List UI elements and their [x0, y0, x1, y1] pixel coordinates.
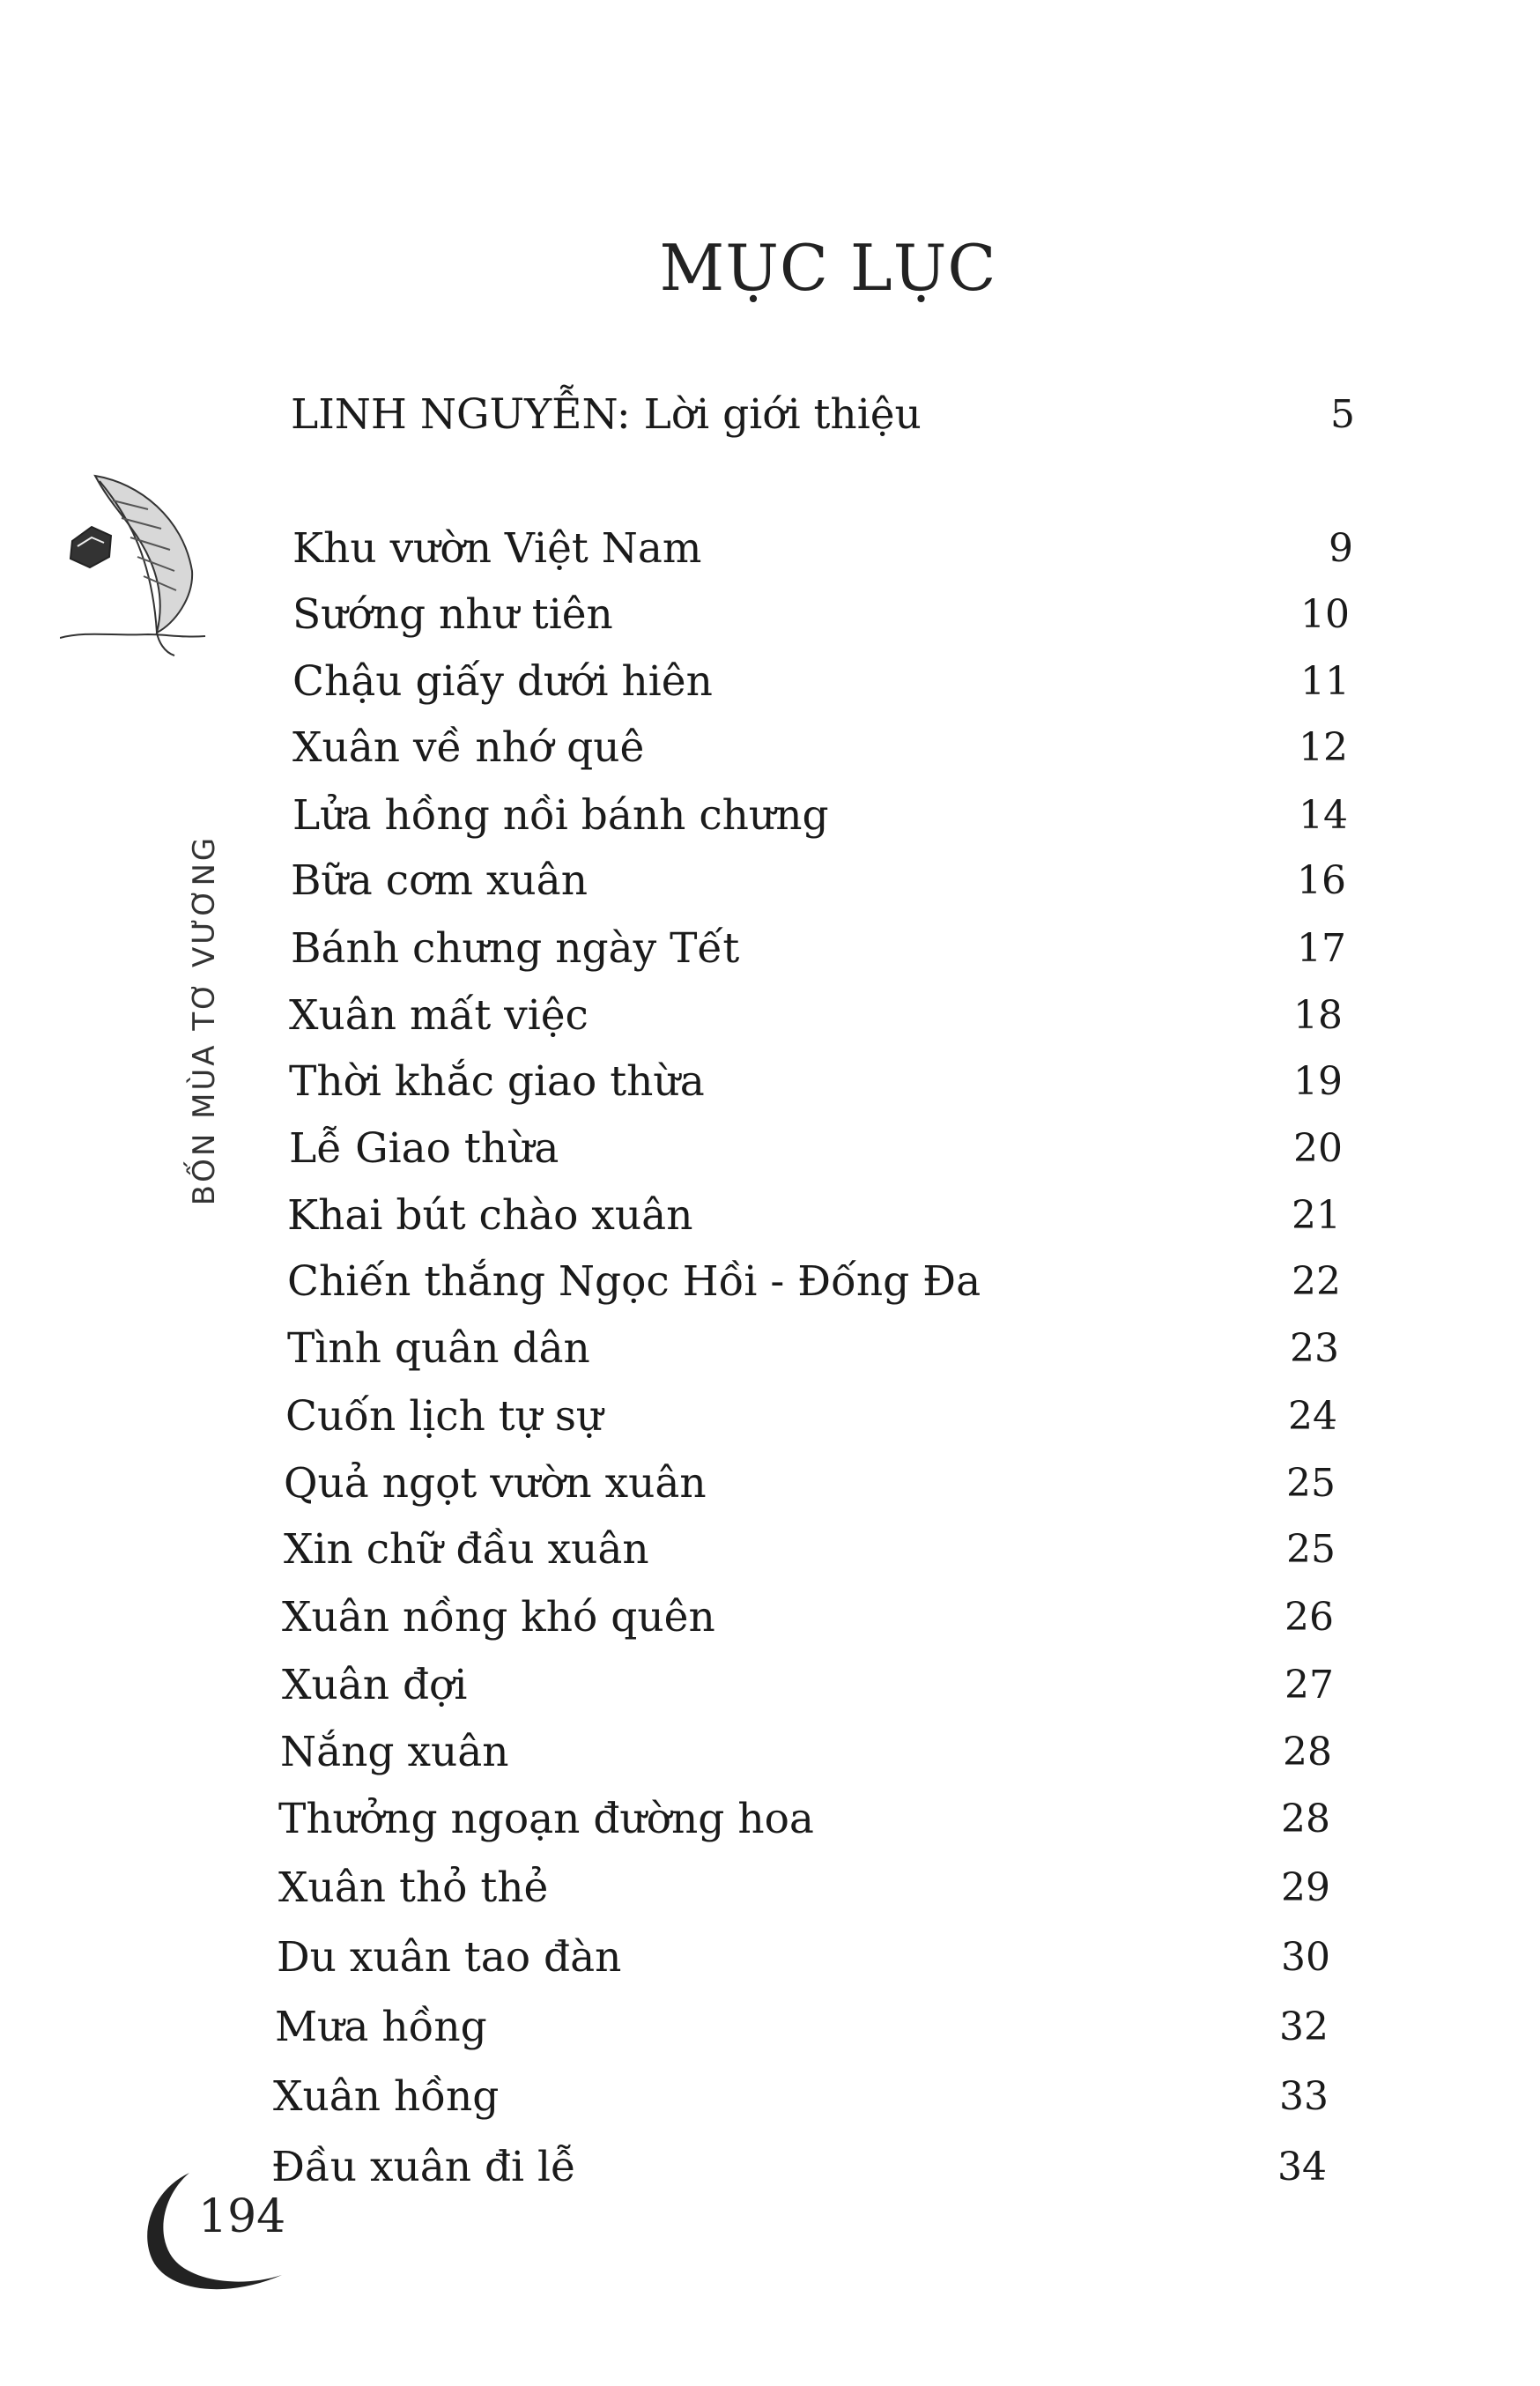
toc-title: LINH NGUYỄN: Lời giới thiệu	[291, 390, 922, 439]
toc-page: 29	[1281, 1865, 1330, 1910]
toc-title: Chậu giấy dưới hiên	[292, 657, 713, 706]
spine-title-text: BỐN MÙA TƠ VƯƠNG	[187, 834, 222, 1206]
toc-page: 27	[1285, 1663, 1334, 1708]
toc-page: 24	[1288, 1394, 1337, 1439]
toc-row	[292, 586, 1350, 644]
toc-page: 16	[1297, 858, 1346, 903]
toc-title: Mưa hồng	[275, 2003, 487, 2051]
toc-page: 17	[1297, 926, 1346, 971]
page-title: MỤC LỤC	[659, 231, 997, 305]
toc-title: Tình quân dân	[287, 1324, 590, 1373]
toc-row	[287, 1320, 1339, 1378]
toc-title: Bánh chưng ngày Tết	[291, 924, 740, 973]
toc-page: 23	[1290, 1326, 1339, 1371]
toc-page: 10	[1300, 592, 1350, 637]
toc-row	[291, 920, 1346, 978]
toc-page: 20	[1293, 1126, 1343, 1171]
toc-title: Xuân về nhớ quê	[292, 723, 645, 772]
toc-page: 25	[1286, 1527, 1336, 1572]
toc-page: 28	[1281, 1797, 1330, 1841]
toc-row	[292, 719, 1348, 777]
toc-row	[287, 1253, 1341, 1311]
toc-title: Thưởng ngoạn đường hoa	[278, 1795, 814, 1843]
toc-page: 33	[1279, 2074, 1329, 2119]
toc-page: 28	[1283, 1730, 1332, 1775]
toc-title: Sướng như tiên	[292, 590, 613, 639]
toc-page: 5	[1330, 392, 1355, 437]
toc-title: Xuân nồng khó quên	[282, 1593, 715, 1641]
toc-page: 19	[1293, 1059, 1343, 1104]
toc-row	[273, 2068, 1329, 2126]
toc-title: Bữa cơm xuân	[291, 856, 588, 905]
toc-title: Cuốn lịch tự sự	[285, 1392, 603, 1441]
toc-row	[291, 386, 1355, 444]
toc-title: Khu vườn Việt Nam	[292, 524, 702, 573]
toc-row	[291, 852, 1346, 910]
toc-title: Đầu xuân đi lễ	[271, 2143, 576, 2191]
toc-title: Thời khắc giao thừa	[289, 1057, 705, 1106]
toc-title: Xuân hồng	[273, 2072, 500, 2121]
toc-page: 22	[1292, 1259, 1341, 1304]
toc-row	[278, 1790, 1330, 1849]
toc-title: Lễ Giao thừa	[289, 1124, 559, 1173]
toc-title: Lửa hồng nồi bánh chưng	[292, 791, 829, 840]
toc-page: 32	[1279, 2004, 1329, 2049]
toc-title: Du xuân tao đàn	[277, 1933, 622, 1982]
toc-title: Xuân mất việc	[289, 991, 589, 1040]
toc-row	[284, 1455, 1336, 1513]
toc-row	[271, 2138, 1327, 2197]
page-number: 194	[198, 2190, 286, 2243]
toc-page: 11	[1300, 659, 1350, 704]
toc-row	[292, 653, 1350, 711]
toc-page: 14	[1299, 793, 1348, 838]
toc-row	[292, 787, 1348, 845]
toc-row	[277, 1929, 1330, 1987]
toc-row	[289, 1053, 1343, 1111]
toc-row	[284, 1521, 1336, 1579]
toc-title: Xuân đợi	[282, 1661, 468, 1709]
toc-row	[289, 987, 1343, 1045]
toc-title: Quả ngọt vườn xuân	[284, 1459, 707, 1508]
toc-title: Chiến thắng Ngọc Hồi - Đống Đa	[287, 1257, 981, 1306]
toc-page: 18	[1293, 993, 1343, 1038]
toc-page: 25	[1286, 1461, 1336, 1506]
toc-title: Khai bút chào xuân	[287, 1191, 693, 1240]
toc-row	[282, 1589, 1334, 1647]
toc-title: Nắng xuân	[280, 1728, 509, 1776]
toc-page: 21	[1292, 1193, 1341, 1238]
toc-row	[275, 1998, 1329, 2056]
toc-row	[280, 1723, 1332, 1782]
toc-title: Xuân thỏ thẻ	[278, 1864, 549, 1912]
toc-row	[292, 520, 1353, 578]
toc-row	[289, 1120, 1343, 1178]
toc-row	[278, 1859, 1330, 1917]
toc-row	[287, 1187, 1341, 1245]
toc-page: 12	[1299, 725, 1348, 770]
toc-row	[285, 1388, 1337, 1446]
toc-row	[282, 1656, 1334, 1715]
toc-page: 9	[1329, 526, 1353, 571]
toc-page: 30	[1281, 1935, 1330, 1980]
toc-page: 26	[1285, 1595, 1334, 1640]
toc-title: Xin chữ đầu xuân	[284, 1525, 649, 1574]
toc-page: 34	[1277, 2145, 1327, 2190]
